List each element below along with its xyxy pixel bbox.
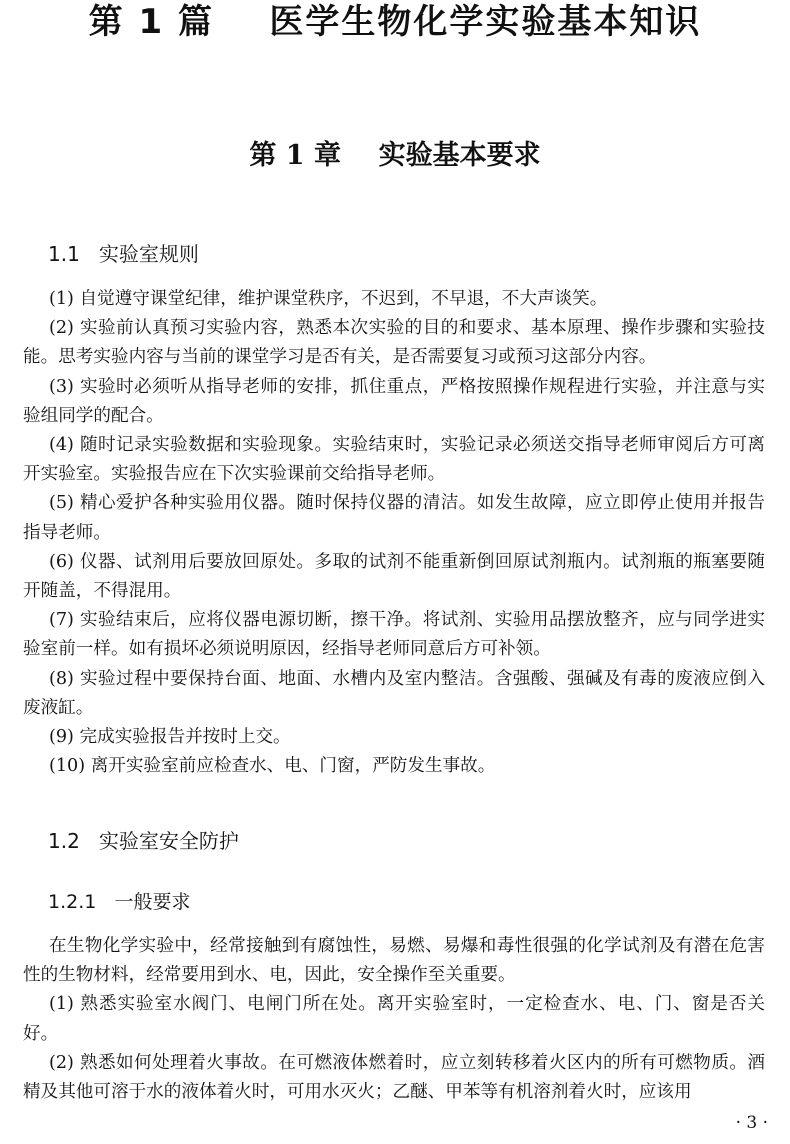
rule-item-10: (10) 离开实验室前应检查水、电、门窗，严防发生事故。 (49, 756, 496, 777)
rule-item-9: (9) 完成实验报告并按时上交。 (49, 727, 291, 748)
chapter-title: 第 1 章 实验基本要求 (249, 140, 541, 171)
rule-item-6: (6) 仪器、试剂用后要放回原处。多取的试剂不能重新倒回原试剂瓶内。试剂瓶的瓶塞要随开随盖，不得混用。 (23, 551, 765, 602)
safety-item-1: (1) 熟悉实验室水阀门、电闸门所在处。离开实验室时，一定检查水、电、门、窗是否关好。 (23, 994, 765, 1044)
safety-item-2: (2) 熟悉如何处理着火事故。在可燃液体燃着时，应立刻转移着火区内的所有可燃物质。酒精及其他可溶于水的液体着火时，可用水灭火；乙醚、甲苯等有机溶剂着火时，应该用 (23, 1052, 765, 1103)
part-title: 第 1 篇 医学生物化学实验基本知识 (88, 2, 702, 42)
rule-item-2: (2) 实验前认真预习实验内容，熟悉本次实验的目的和要求、基本原理、操作步骤和实验技能。思考实验内容与当前的课堂学习是否有关，是否需要复习或预习这部分内容。 (23, 318, 765, 368)
section-heading-1-1: 1.1 实验室规则 (48, 242, 199, 266)
rule-item-4: (4) 随时记录实验数据和实验现象。实验结束时，实验记录必须送交指导老师审阅后方可离开实验室。实验报告应在下次实验课前交给指导老师。 (23, 435, 765, 485)
page-number: · 3 · (735, 1113, 768, 1133)
safety-intro: 在生物化学实验中，经常接触到有腐蚀性，易燃、易爆和毒性很强的化学试剂及有潜在危害性的生物材料，经常要用到水、电，因此，安全操作至关重要。 (23, 936, 765, 986)
rule-item-1: (1) 自觉遵守课堂纪律，维护课堂秩序，不迟到，不早退，不大声谈笑。 (49, 289, 608, 309)
rule-item-3: (3) 实验时必须听从指导老师的安排，抓住重点，严格按照操作规程进行实验，并注意与实验组同学的配合。 (23, 376, 765, 426)
subsection-1-2-1-body (23, 932, 765, 1107)
section-1-1-rules (23, 285, 765, 781)
rule-item-8: (8) 实验过程中要保持台面、地面、水槽内及室内整洁。含强酸、强碱及有毒的废液应倒入废液缸。 (23, 668, 765, 718)
section-heading-1-2: 1.2 实验室安全防护 (48, 829, 239, 853)
subsection-heading-1-2-1: 1.2.1 一般要求 (48, 891, 191, 913)
rule-item-7: (7) 实验结束后，应将仪器电源切断，擦干净。将试剂、实验用品摆放整齐，应与同学进实验室前一样。如有损坏必须说明原因，经指导老师同意后方可补领。 (23, 610, 765, 660)
rule-item-5: (5) 精心爱护各种实验用仪器。随时保持仪器的清洁。如发生故障，应立即停止使用并报告指导老师。 (23, 493, 765, 543)
